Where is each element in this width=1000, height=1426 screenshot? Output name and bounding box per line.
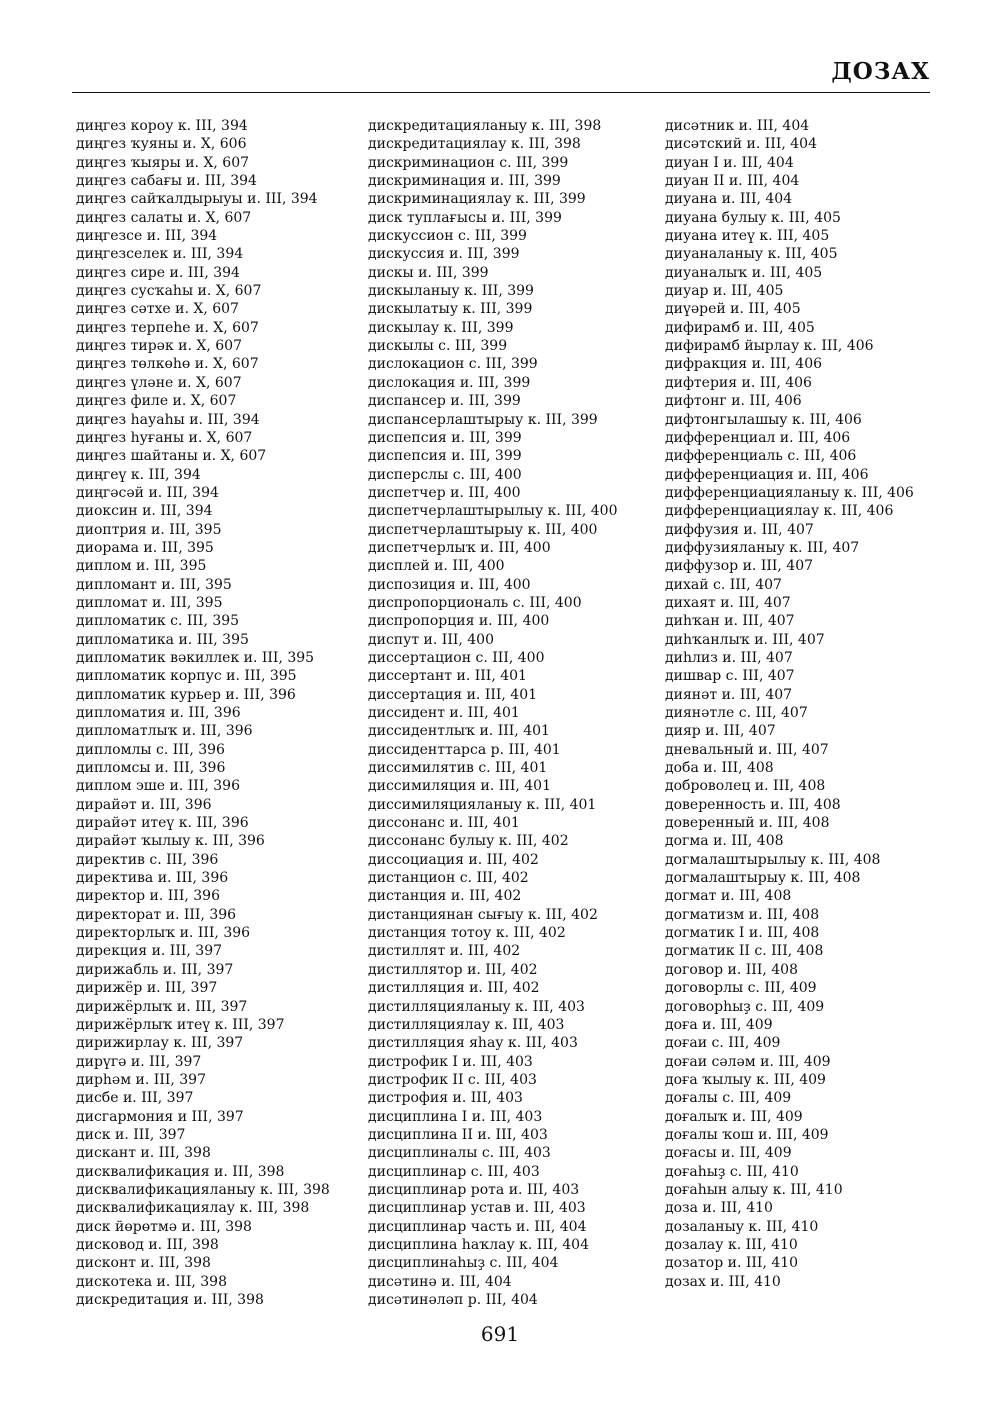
- index-entry: дислокацион с. III, 399: [368, 356, 538, 373]
- index-entry: дистиллятор и. III, 402: [368, 961, 538, 978]
- index-entry: доверенность и. III, 408: [665, 796, 841, 813]
- index-entry: дозаланыу к. III, 410: [665, 1218, 819, 1235]
- index-entry: диффузор и. III, 407: [665, 558, 814, 575]
- index-entry: дистанциянан сығыу к. III, 402: [368, 906, 598, 923]
- index-column-3: [665, 117, 914, 1291]
- index-entry: доверенный и. III, 408: [665, 815, 830, 832]
- index-entry: дискредитацияланыу к. III, 398: [368, 118, 602, 134]
- index-entry: диссонанс и. III, 401: [368, 815, 520, 832]
- index-entry: дисковод и. III, 398: [76, 1236, 219, 1253]
- index-entry: диңгез үләне и. X, 607: [76, 374, 242, 391]
- index-entry: диспропорциональ с. III, 400: [368, 594, 582, 611]
- index-entry: догмат и. III, 408: [665, 888, 792, 905]
- index-entry: дифракция и. III, 406: [665, 356, 823, 373]
- index-entry: догма и. III, 408: [665, 833, 784, 850]
- index-entry: дипломлы с. III, 396: [76, 741, 225, 758]
- index-entry: дисперслы с. III, 400: [368, 466, 522, 483]
- index-entry: доғаһын алыу к. III, 410: [665, 1181, 843, 1198]
- index-entry: дискриминациялау к. III, 399: [368, 191, 586, 208]
- index-entry: дискыланыу к. III, 399: [368, 283, 534, 300]
- index-entry: дипломатлыҡ и. III, 396: [76, 723, 253, 740]
- index-entry: диңгез һауаһы и. III, 394: [76, 411, 260, 428]
- index-entry: дипломатия и. III, 396: [76, 705, 241, 721]
- index-entry: доғалыҡ и. III, 409: [665, 1108, 803, 1125]
- index-entry: дипломат и. III, 395: [76, 594, 223, 611]
- index-entry: диссоциация и. III, 402: [368, 851, 539, 868]
- index-entry: дистрофик I и. III, 403: [368, 1053, 533, 1070]
- index-entry: дискредитациялау к. III, 398: [368, 136, 581, 153]
- index-entry: диңгез филе и. X, 607: [76, 393, 237, 410]
- index-entry: дифтонгылашыу к. III, 406: [665, 411, 862, 428]
- index-entry: дислокация и. III, 399: [368, 374, 531, 391]
- index-entry: дисциплинар устав и. III, 403: [368, 1200, 586, 1217]
- index-entry: диссимиляцияланыу к. III, 401: [368, 796, 597, 813]
- index-entry: диспетчерлаштырылыу к. III, 400: [368, 503, 618, 520]
- index-entry: дипломатик с. III, 395: [76, 613, 240, 630]
- index-entry: диңгезсе и. III, 394: [76, 228, 218, 245]
- index-entry: дискылатыу к. III, 399: [368, 301, 533, 318]
- index-entry: дияр и. III, 407: [665, 723, 776, 740]
- index-entry: директив с. III, 396: [76, 851, 219, 868]
- index-entry: диссидент и. III, 401: [368, 705, 520, 721]
- index-entry: диңгез ҡыяры и. X, 607: [76, 154, 250, 171]
- index-entry: дистрофия и. III, 403: [368, 1090, 523, 1107]
- index-column-2: [368, 117, 618, 1309]
- index-entry: догмалаштырылыу к. III, 408: [665, 851, 881, 868]
- index-entry: диссертация и. III, 401: [368, 686, 538, 703]
- index-entry: диспетчерлыҡ и. III, 400: [368, 539, 551, 556]
- index-entry: диңгез терпеһе и. X, 607: [76, 319, 259, 336]
- index-entry: доға и. III, 409: [665, 1016, 773, 1033]
- index-entry: диуаналаныу к. III, 405: [665, 246, 838, 263]
- index-entry: диңгез тирәк и. X, 607: [76, 338, 242, 355]
- index-entry: диплом эше и. III, 396: [76, 778, 240, 795]
- index-entry: договорһыҙ с. III, 409: [665, 998, 825, 1015]
- index-entry: дирижабль и. III, 397: [76, 961, 234, 978]
- index-entry: диск туплағысы и. III, 399: [368, 209, 562, 226]
- index-entry: диңгәсәй и. III, 394: [76, 484, 219, 501]
- index-entry: дискылы с. III, 399: [368, 338, 508, 355]
- index-entry: дисәтник и. III, 404: [665, 118, 810, 134]
- index-entry: дискриминация и. III, 399: [368, 173, 561, 190]
- index-entry: дискуссион с. III, 399: [368, 228, 527, 245]
- index-entry: дисциплинар с. III, 403: [368, 1163, 540, 1180]
- index-entry: диңгез һуғаны и. X, 607: [76, 429, 253, 446]
- index-entry: дискредитация и. III, 398: [76, 1292, 264, 1308]
- index-entry: дистилляциялау к. III, 403: [368, 1016, 565, 1033]
- index-entry: диянәтле с. III, 407: [665, 705, 808, 721]
- index-entry: дискуссия и. III, 399: [368, 246, 520, 263]
- index-entry: доғалы ҡош и. III, 409: [665, 1126, 829, 1143]
- index-entry: дихаят и. III, 407: [665, 594, 791, 611]
- index-entry: дистанция и. III, 402: [368, 888, 522, 905]
- index-entry: дозалау к. III, 410: [665, 1236, 798, 1253]
- index-entry: диссертацион с. III, 400: [368, 649, 545, 666]
- index-entry: диссиденттарса р. III, 401: [368, 741, 561, 758]
- index-entry: дипломатик курьер и. III, 396: [76, 686, 296, 703]
- index-entry: догматик II с. III, 408: [665, 943, 824, 960]
- index-entry: дистанцион с. III, 402: [368, 870, 529, 887]
- index-entry: диңгез төлкөһө и. X, 607: [76, 356, 259, 373]
- index-entry: диуана булыу к. III, 405: [665, 209, 841, 226]
- index-entry: дифтерия и. III, 406: [665, 374, 812, 391]
- index-entry: дистрофик II с. III, 403: [368, 1071, 537, 1088]
- index-entry: дихай с. III, 407: [665, 576, 782, 593]
- index-entry: дифференциация и. III, 406: [665, 466, 869, 483]
- index-entry: доғаи с. III, 409: [665, 1035, 781, 1052]
- index-entry: дисциплинар часть и. III, 404: [368, 1218, 587, 1235]
- index-entry: дирһәм и. III, 397: [76, 1071, 206, 1088]
- index-entry: доғаһыҙ с. III, 410: [665, 1163, 799, 1180]
- index-entry: дисплей и. III, 400: [368, 558, 505, 575]
- index-entry: дирайәт ҡылыу к. III, 396: [76, 833, 265, 850]
- index-entry: диуаналыҡ и. III, 405: [665, 264, 823, 281]
- index-entry: доға ҡылыу к. III, 409: [665, 1071, 826, 1088]
- index-entry: диспозиция и. III, 400: [368, 576, 531, 593]
- index-entry: дирекция и. III, 397: [76, 943, 223, 960]
- index-entry: диффузия и. III, 407: [665, 521, 814, 538]
- index-entry: диссимилятив с. III, 401: [368, 760, 548, 777]
- index-entry: диссимиляция и. III, 401: [368, 778, 551, 795]
- index-entry: диңгез сабағы и. III, 394: [76, 173, 257, 190]
- index-entry: дискы и. III, 399: [368, 264, 489, 281]
- index-entry: диск и. III, 397: [76, 1126, 186, 1143]
- index-entry: диоптрия и. III, 395: [76, 521, 222, 538]
- index-entry: дискылау к. III, 399: [368, 319, 514, 336]
- index-entry: диплом и. III, 395: [76, 558, 207, 575]
- index-entry: догматизм и. III, 408: [665, 906, 820, 923]
- index-entry: дисәтинә и. III, 404: [368, 1273, 512, 1290]
- index-entry: дисконт и. III, 398: [76, 1255, 211, 1272]
- index-entry: доза и. III, 410: [665, 1200, 773, 1217]
- index-entry: доброволец и. III, 408: [665, 778, 826, 795]
- index-entry: диспетчер и. III, 400: [368, 484, 521, 501]
- index-entry: дифтонг и. III, 406: [665, 393, 802, 410]
- index-entry: дишвар с. III, 407: [665, 668, 795, 685]
- index-entry: догматик I и. III, 408: [665, 925, 820, 942]
- index-entry: дипломант и. III, 395: [76, 576, 232, 593]
- index-entry: дифференциацияланыу к. III, 406: [665, 484, 914, 501]
- index-entry: договор и. III, 408: [665, 961, 798, 978]
- index-entry: дифференциаль с. III, 406: [665, 448, 857, 465]
- index-entry: дипломатик вәкиллек и. III, 395: [76, 649, 315, 666]
- index-entry: диңгез короу к. III, 394: [76, 118, 248, 134]
- index-entry: дипломсы и. III, 396: [76, 760, 226, 777]
- index-entry: дифирамб и. III, 405: [665, 319, 815, 336]
- index-entry: дистанция тотоу к. III, 402: [368, 925, 566, 942]
- index-entry: дирайәт итеү к. III, 396: [76, 815, 249, 832]
- index-entry: догмалаштырыу к. III, 408: [665, 870, 861, 887]
- index-entry: дисциплина II и. III, 403: [368, 1126, 548, 1143]
- index-entry: диуан I и. III, 404: [665, 154, 794, 171]
- page-number: 691: [480, 1322, 520, 1346]
- index-entry: диңгез сәтхе и. X, 607: [76, 301, 239, 318]
- index-entry: дискотека и. III, 398: [76, 1273, 227, 1290]
- index-entry: дифференциациялау к. III, 406: [665, 503, 894, 520]
- index-column-1: [76, 117, 330, 1309]
- index-entry: диңгез ҡуяны и. X, 606: [76, 136, 247, 153]
- index-entry: дисквалификациялау к. III, 398: [76, 1200, 310, 1217]
- index-entry: дисәтинәләп р. III, 404: [368, 1292, 538, 1308]
- index-entry: диүәрей и. III, 405: [665, 301, 801, 318]
- index-entry: договорлы с. III, 409: [665, 980, 817, 997]
- index-entry: дисквалификацияланыу к. III, 398: [76, 1181, 330, 1198]
- index-entry: дисбе и. III, 397: [76, 1090, 194, 1107]
- index-entry: директор и. III, 396: [76, 888, 220, 905]
- index-entry: дисциплиналы с. III, 403: [368, 1145, 551, 1162]
- index-entry: дирижёр и. III, 397: [76, 980, 218, 997]
- index-entry: дисәтский и. III, 404: [665, 136, 817, 153]
- index-entry: доғалы с. III, 409: [665, 1090, 792, 1107]
- index-entry: диуар и. III, 405: [665, 283, 784, 300]
- header-rule: [72, 92, 930, 93]
- index-entry: дифференциал и. III, 406: [665, 429, 851, 446]
- index-entry: диспропорция и. III, 400: [368, 613, 550, 630]
- index-entry: диңгез сусҡаһы и. X, 607: [76, 283, 262, 300]
- index-entry: диңгез сире и. III, 394: [76, 264, 240, 281]
- index-entry: диссонанс булыу к. III, 402: [368, 833, 569, 850]
- index-entry: дипломатика и. III, 395: [76, 631, 249, 648]
- index-entry: диорама и. III, 395: [76, 539, 214, 556]
- index-entry: диянәт и. III, 407: [665, 686, 793, 703]
- index-entry: диһҡан и. III, 407: [665, 613, 795, 630]
- index-entry: диңгез сайҡалдырыуы и. III, 394: [76, 191, 318, 208]
- index-entry: диһлиз и. III, 407: [665, 649, 793, 666]
- index-entry: диспепсия и. III, 399: [368, 429, 522, 446]
- index-entry: дирижёрлыҡ и. III, 397: [76, 998, 248, 1015]
- index-entry: дисквалификация и. III, 398: [76, 1163, 285, 1180]
- index-entry: дипломатик корпус и. III, 395: [76, 668, 297, 685]
- index-entry: диспансер и. III, 399: [368, 393, 521, 410]
- index-entry: дисгармония и III, 397: [76, 1108, 244, 1125]
- index-entry: дистиллят и. III, 402: [368, 943, 521, 960]
- index-entry: диңгез салаты и. X, 607: [76, 209, 252, 226]
- index-entry: дискриминацион с. III, 399: [368, 154, 569, 171]
- index-entry: дисциплина I и. III, 403: [368, 1108, 543, 1125]
- index-entry: дирижёрлыҡ итеү к. III, 397: [76, 1016, 285, 1033]
- index-entry: диссертант и. III, 401: [368, 668, 527, 685]
- index-entry: диффузияланыу к. III, 407: [665, 539, 860, 556]
- index-entry: дисциплина һаҡлау к. III, 404: [368, 1236, 589, 1253]
- index-entry: дисциплинаһыҙ с. III, 404: [368, 1255, 559, 1272]
- index-entry: диспут и. III, 400: [368, 631, 494, 648]
- index-entry: доғасы и. III, 409: [665, 1145, 792, 1162]
- index-entry: доғаи сәләм и. III, 409: [665, 1053, 831, 1070]
- index-entry: диссидентлыҡ и. III, 401: [368, 723, 550, 740]
- index-entry: дистилляция яһау к. III, 403: [368, 1035, 578, 1052]
- index-entry: дирайәт и. III, 396: [76, 796, 212, 813]
- index-entry: диуан II и. III, 404: [665, 173, 800, 190]
- index-entry: дифирамб йырлау к. III, 406: [665, 338, 874, 355]
- index-entry: дисциплинар рота и. III, 403: [368, 1181, 580, 1198]
- index-entry: диспетчерлаштырыу к. III, 400: [368, 521, 598, 538]
- index-entry: дистилляцияланыу к. III, 403: [368, 998, 585, 1015]
- index-entry: диспансерлаштырыу к. III, 399: [368, 411, 598, 428]
- index-entry: диңгез шайтаны и. X, 607: [76, 448, 267, 465]
- index-entry: диуана и. III, 404: [665, 191, 793, 208]
- index-entry: дневальный и. III, 407: [665, 741, 829, 758]
- index-entry: диоксин и. III, 394: [76, 503, 213, 520]
- index-entry: диуана итеү к. III, 405: [665, 228, 830, 245]
- index-entry: дистилляция и. III, 402: [368, 980, 540, 997]
- index-entry: дирижирлау к. III, 397: [76, 1035, 244, 1052]
- index-entry: директива и. III, 396: [76, 870, 229, 887]
- index-entry: дискант и. III, 398: [76, 1145, 211, 1162]
- index-entry: диңгезселек и. III, 394: [76, 246, 244, 263]
- index-entry: диңгеү к. III, 394: [76, 466, 201, 483]
- index-entry: дирүгә и. III, 397: [76, 1053, 202, 1070]
- running-head: ДОЗАХ: [831, 58, 930, 85]
- index-entry: дозах и. III, 410: [665, 1273, 781, 1290]
- index-entry: доба и. III, 408: [665, 760, 774, 777]
- index-entry: директорлыҡ и. III, 396: [76, 925, 251, 942]
- index-entry: директорат и. III, 396: [76, 906, 237, 923]
- index-entry: диск йөрөтмә и. III, 398: [76, 1218, 252, 1235]
- index-entry: диспепсия и. III, 399: [368, 448, 522, 465]
- index-entry: диһҡанлыҡ и. III, 407: [665, 631, 825, 648]
- index-entry: дозатор и. III, 410: [665, 1255, 799, 1272]
